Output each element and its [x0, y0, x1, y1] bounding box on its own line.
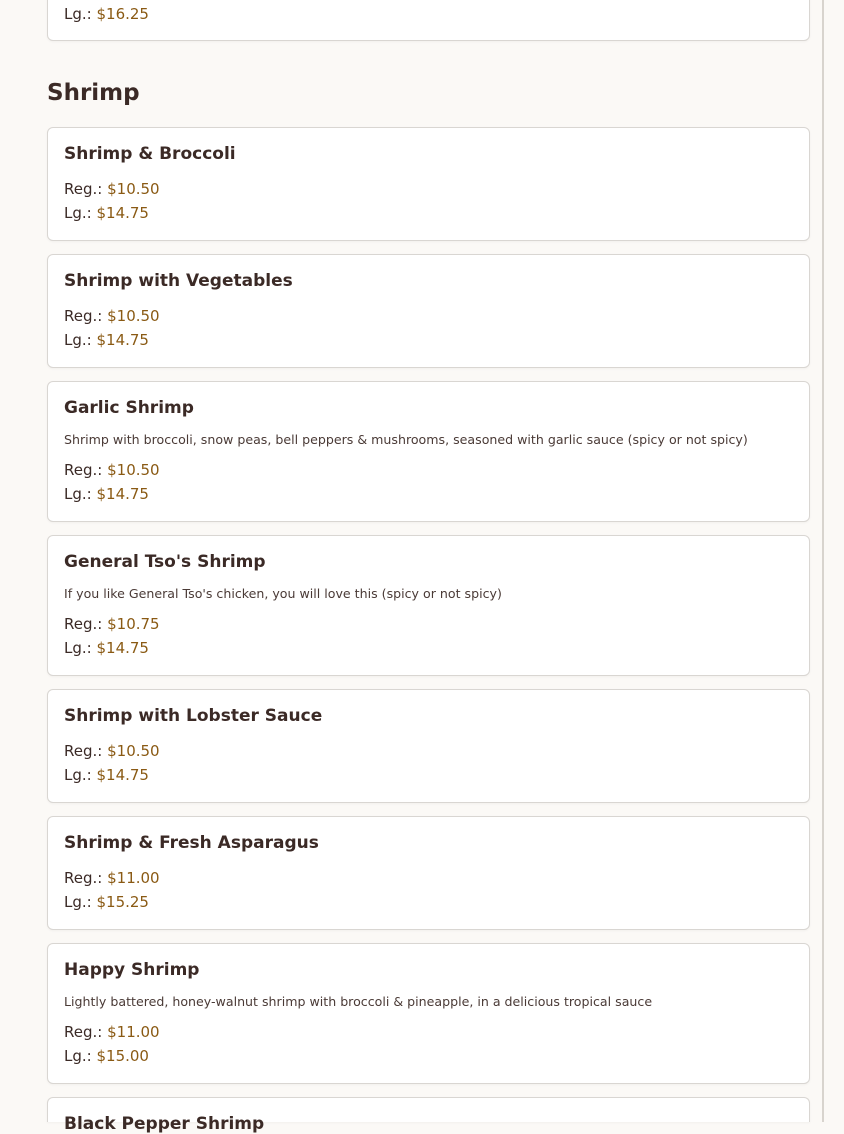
price-large	[64, 893, 149, 911]
price-large	[64, 639, 149, 657]
price-label: Reg.:	[64, 180, 103, 198]
price-regular	[64, 869, 160, 887]
price-value: $14.75	[96, 331, 149, 349]
price-regular	[64, 1023, 160, 1041]
menu-item-card[interactable]	[47, 1097, 810, 1134]
price-large	[64, 331, 149, 349]
price-regular	[64, 461, 160, 479]
price-label: Lg.:	[64, 893, 92, 911]
price-value: $11.00	[107, 1023, 160, 1041]
price-regular	[64, 615, 160, 633]
menu-item-card[interactable]	[47, 689, 810, 803]
item-description: Shrimp with broccoli, snow peas, bell peppers & mushrooms, seasoned with garlic sauce (spicy or not spicy)	[64, 432, 748, 447]
price-value: $15.25	[96, 893, 149, 911]
item-description: Lightly battered, honey-walnut shrimp with broccoli & pineapple, in a delicious tropical sauce	[64, 994, 653, 1009]
price-value: $10.50	[107, 307, 160, 325]
price-large	[64, 766, 149, 784]
price-large	[64, 5, 149, 23]
price-label: Lg.:	[64, 204, 92, 222]
price-label: Lg.:	[64, 1047, 92, 1065]
price-value: $10.50	[107, 461, 160, 479]
price-value: $15.00	[96, 1047, 149, 1065]
item-name: General Tso's Shrimp	[64, 552, 266, 572]
price-label: Lg.:	[64, 485, 92, 503]
item-name: Black Pepper Shrimp	[64, 1114, 265, 1134]
price-value: $10.50	[107, 742, 160, 760]
menu-item-card[interactable]	[47, 254, 810, 368]
price-label: Lg.:	[64, 766, 92, 784]
price-label: Lg.:	[64, 639, 92, 657]
price-value: $10.50	[107, 180, 160, 198]
price-label: Reg.:	[64, 742, 103, 760]
price-value: $11.00	[107, 869, 160, 887]
item-description: If you like General Tso's chicken, you will love this (spicy or not spicy)	[64, 586, 502, 601]
item-name: Happy Shrimp	[64, 960, 200, 980]
menu-item-card[interactable]	[47, 0, 810, 41]
price-large	[64, 1047, 149, 1065]
price-regular	[64, 307, 160, 325]
price-value: $14.75	[96, 639, 149, 657]
price-value: $14.75	[96, 766, 149, 784]
scrollbar-edge	[822, 0, 824, 1122]
menu-item-card[interactable]	[47, 943, 810, 1084]
item-name: Shrimp & Fresh Asparagus	[64, 833, 319, 853]
menu-item-card[interactable]	[47, 381, 810, 522]
item-name: Shrimp with Vegetables	[64, 271, 293, 291]
price-regular	[64, 742, 160, 760]
price-large	[64, 204, 149, 222]
price-label: Reg.:	[64, 461, 103, 479]
price-label: Lg.:	[64, 5, 92, 23]
price-value: $16.25	[96, 5, 149, 23]
price-value: $14.75	[96, 485, 149, 503]
price-label: Lg.:	[64, 331, 92, 349]
section-title: Shrimp	[47, 80, 140, 106]
menu-item-card[interactable]	[47, 127, 810, 241]
price-label: Reg.:	[64, 615, 103, 633]
item-name: Shrimp & Broccoli	[64, 144, 236, 164]
price-large	[64, 485, 149, 503]
menu-item-card[interactable]	[47, 535, 810, 676]
price-value: $14.75	[96, 204, 149, 222]
price-label: Reg.:	[64, 869, 103, 887]
item-name: Shrimp with Lobster Sauce	[64, 706, 323, 726]
price-value: $10.75	[107, 615, 160, 633]
menu-item-card[interactable]	[47, 816, 810, 930]
price-regular	[64, 180, 160, 198]
price-label: Reg.:	[64, 307, 103, 325]
item-name: Garlic Shrimp	[64, 398, 194, 418]
price-label: Reg.:	[64, 1023, 103, 1041]
